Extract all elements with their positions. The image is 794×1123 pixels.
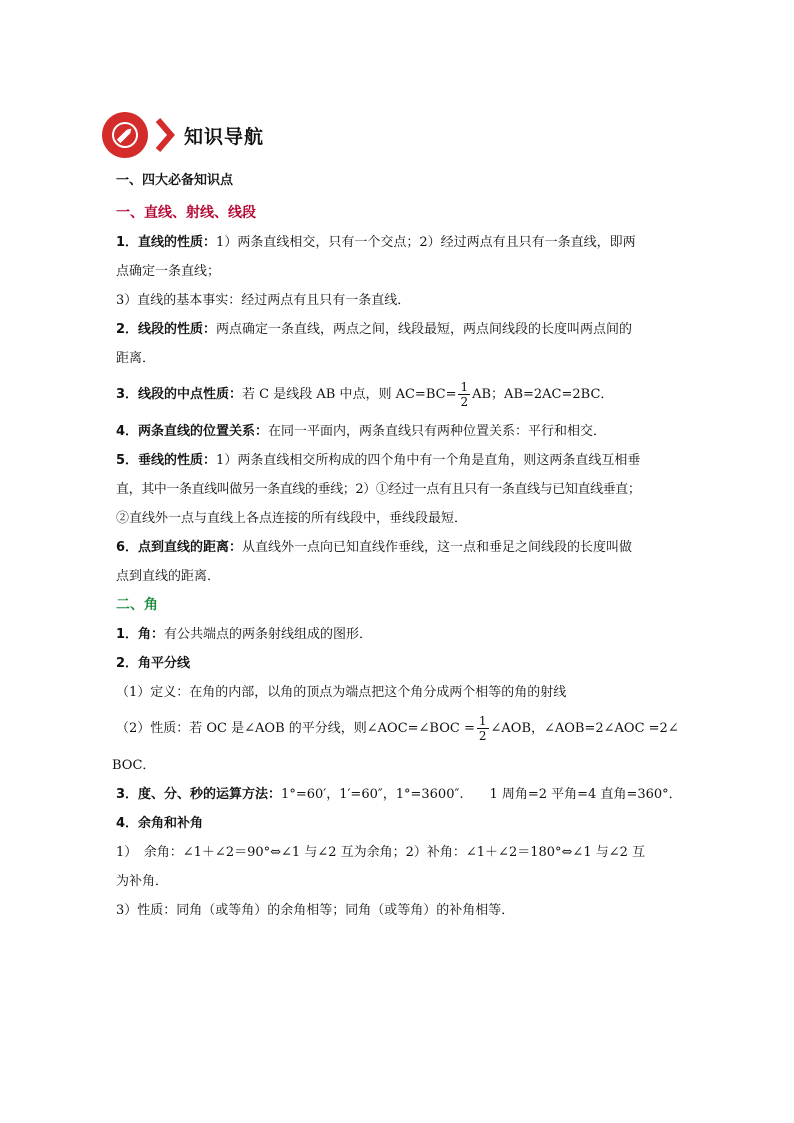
s1-p3-post: AB；AB=2AC=2BC． xyxy=(472,387,614,402)
s1-p5-line1 xyxy=(116,446,682,475)
s2-q2-prop-line2: BOC． xyxy=(112,758,156,773)
s1-p5-text: 1）两条直线相交所构成的四个角中有一个角是直角，则这两条直线互相垂 xyxy=(216,453,641,468)
s1-p1-line3: 3）直线的基本事实：经过两点有且只有一条直线． xyxy=(116,293,411,308)
s1-p1-line1 xyxy=(116,228,682,257)
s2-q2-prop-post: ∠AOB，∠AOB=2∠AOC =2∠ xyxy=(490,721,679,736)
frac-num: 1 xyxy=(460,380,469,394)
pencil-icon xyxy=(102,112,148,158)
s1-p6-line1 xyxy=(116,533,682,562)
s1-p3-label: 3．线段的中点性质： xyxy=(116,387,243,402)
s1-p4-line xyxy=(116,417,682,446)
s2-q3-text: 1°=60′，1′=60″，1°=3600″. 1 周角=2 平角=4 直角=360°． xyxy=(281,787,682,802)
s2-q4-label: 4．余角和补角 xyxy=(116,816,204,831)
s2-q4-line3: 3）性质：同角（或等角）的余角相等；同角（或等角）的补角相等． xyxy=(116,903,515,918)
s2-q2-prop-line1 xyxy=(116,707,682,751)
s1-p5-line2: 直，其中一条直线叫做另一条直线的垂线；2）①经过一点有且只有一条直线与已知直线垂直； xyxy=(116,482,641,497)
s2-q1-line xyxy=(116,620,682,649)
s2-q2-label: 2．角平分线 xyxy=(116,656,191,671)
s2-q2-def: （1）定义：在角的内部，以角的顶点为端点把这个角分成两个相等的角的射线 xyxy=(116,685,567,700)
s1-p6-text: 从直线外一点向已知直线作垂线，这一点和垂足之间线段的长度叫做 xyxy=(242,540,633,555)
s1-p1-label: 1．直线的性质： xyxy=(116,235,217,250)
s2-q4-line1: 1） 余角：∠1＋∠2＝90°⇔∠1 与∠2 互为余角；2）补角：∠1＋∠2＝180°⇔∠1 与∠2 互 xyxy=(116,845,646,860)
s2-q4-line2: 为补角． xyxy=(116,874,169,889)
fraction-one-half-angle xyxy=(477,714,489,743)
fraction-one-half xyxy=(458,380,470,409)
s2-q1-text: 有公共端点的两条射线组成的图形． xyxy=(164,627,373,642)
knowledge-nav-header xyxy=(102,112,264,158)
page-title: 知识导航 xyxy=(184,125,265,148)
s1-p1-text: 1）两条直线相交，只有一个交点；2）经过两点有且只有一条直线，即两 xyxy=(216,235,636,250)
s1-p4-label: 4．两条直线的位置关系： xyxy=(116,424,269,439)
main-heading: 一、四大必备知识点 xyxy=(116,173,234,188)
s1-p1-line2: 点确定一条直线； xyxy=(116,264,221,279)
content-body xyxy=(112,166,682,925)
s2-q3-line xyxy=(116,780,682,809)
s1-p5-label: 5．垂线的性质： xyxy=(116,453,217,468)
frac-den: 2 xyxy=(478,729,487,743)
s1-p3-line xyxy=(116,373,682,417)
s1-p6-line2: 点到直线的距离． xyxy=(116,569,221,584)
frac-den: 2 xyxy=(460,395,469,409)
chevron-right-icon xyxy=(154,116,176,154)
s2-q2-prop-pre: （2）性质：若 OC 是∠AOB 的平分线，则∠AOC=∠BOC = xyxy=(116,721,475,736)
section2-title: 二、角 xyxy=(116,597,158,613)
section1-title: 一、直线、射线、线段 xyxy=(116,205,256,221)
s1-p3-pre: 若 C 是线段 AB 中点，则 AC=BC= xyxy=(242,387,457,402)
s1-p5-line3: ②直线外一点与直线上各点连接的所有线段中，垂线段最短． xyxy=(116,511,468,526)
s1-p6-label: 6．点到直线的距离： xyxy=(116,540,243,555)
s1-p2-text: 两点确定一条直线，两点之间，线段最短，两点间线段的长度叫两点间的 xyxy=(216,322,633,337)
s1-p4-text: 在同一平面内，两条直线只有两种位置关系：平行和相交． xyxy=(268,424,607,439)
s1-p2-line2: 距离． xyxy=(116,351,156,366)
s1-p2-line1 xyxy=(116,315,682,344)
s2-q1-label: 1．角： xyxy=(116,627,165,642)
s2-q3-label: 3．度、分、秒的运算方法： xyxy=(116,787,282,802)
frac-num: 1 xyxy=(478,714,487,728)
s1-p2-label: 2．线段的性质： xyxy=(116,322,217,337)
